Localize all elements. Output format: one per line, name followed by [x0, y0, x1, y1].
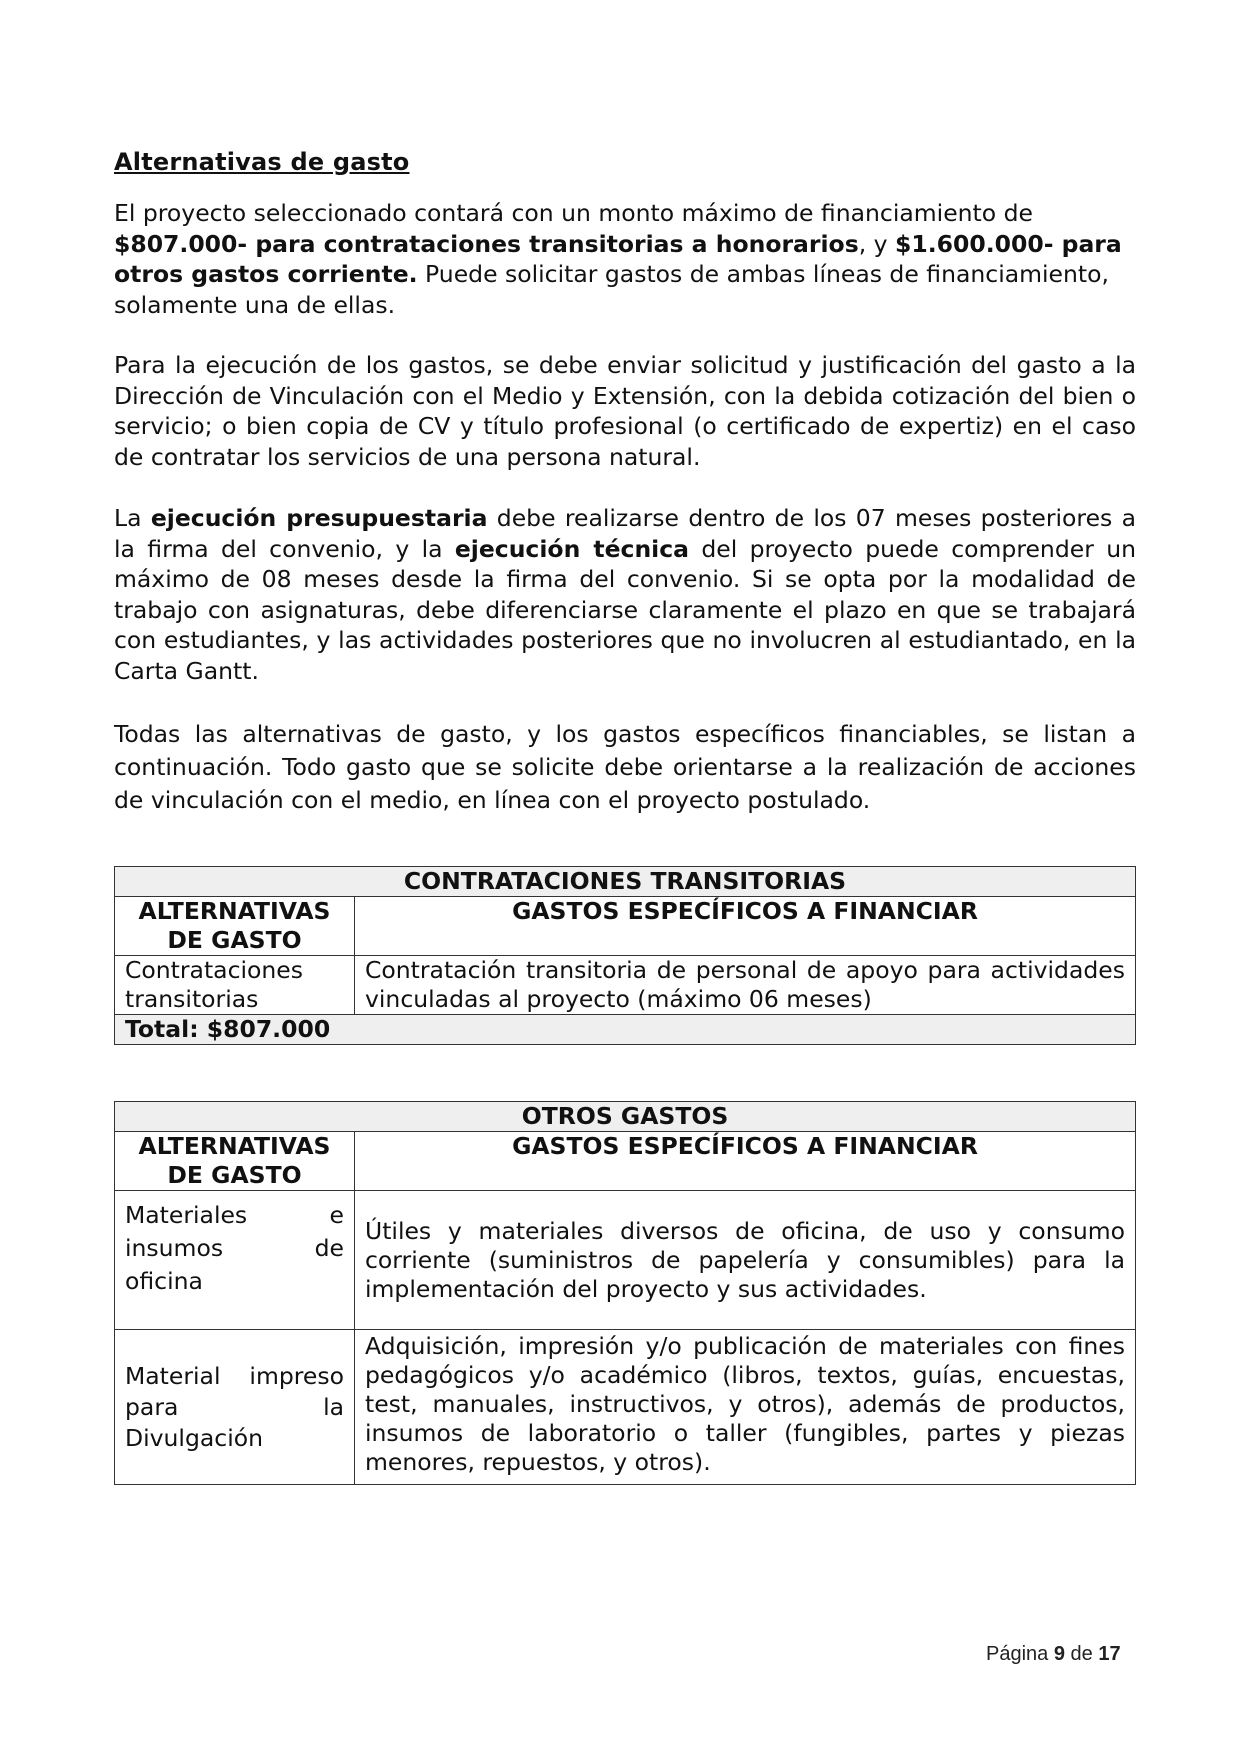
text: El proyecto seleccionado contará con un monto máximo de financiamiento de — [114, 199, 1033, 227]
column-header-alternativas: ALTERNATIVAS DE GASTO — [115, 1132, 355, 1191]
table-contrataciones — [114, 866, 1136, 1045]
text: del proyecto puede comprender un máximo de 08 meses desde la firma del convenio. Si se opta por la modalidad de trabajo con asignaturas, debe diferenciarse claramente el plazo en que se trabajará con estudiantes, y las actividades posteriores que no involucren al estudiantado, en la Carta Gantt. — [114, 534, 1136, 685]
cell-alternativa: Contrataciones transitorias — [115, 956, 355, 1015]
table-row — [115, 956, 1136, 1015]
footer-text: Página — [986, 1643, 1054, 1665]
table-title: CONTRATACIONES TRANSITORIAS — [115, 867, 1136, 897]
footer-text: de — [1064, 1643, 1099, 1665]
paragraph-listing-intro: Todas las alternativas de gasto, y los gastos específicos financiables, se listan a continuación. Todo gasto que se solicite debe orientarse a la realización de acciones de vinculación con el medio, en línea con el proyecto postulado. — [114, 720, 1136, 814]
column-header-gastos: GASTOS ESPECÍFICOS A FINANCIAR — [355, 1132, 1136, 1191]
table-otros-gastos — [114, 1101, 1136, 1485]
bold-text: $807.000- para contrataciones transitorias a honorarios — [114, 229, 859, 258]
text: debe realizarse dentro de los 07 meses posteriores a la firma del convenio, y la — [114, 504, 1136, 563]
paragraph-execution-procedure: Para la ejecución de los gastos, se debe enviar solicitud y justificación del gasto a la Dirección de Vinculación con el Medio y Extensión, con la debida cotización del bien o servicio; o bien copia de CV y título profesional (o certificado de expertiz) en el caso de contratar los servicios de una persona natural. — [114, 351, 1136, 471]
bold-text: ejecución presupuestaria — [150, 504, 488, 532]
table-row — [115, 1330, 1136, 1485]
section-heading: Alternativas de gasto — [114, 148, 410, 176]
cell-alternativa: Material impreso para la Divulgación — [115, 1330, 355, 1485]
cell-gasto: Adquisición, impresión y/o publicación de materiales con fines pedagógicos y/o académico (libros, textos, guías, encuestas, test, manuales, instructivos, y otros), además de productos, insumos de laboratorio o taller (fungibles, partes y piezas menores, repuestos, y otros). — [355, 1330, 1136, 1485]
table-row — [115, 1191, 1136, 1330]
total-pages: 17 — [1098, 1643, 1121, 1665]
cell-gasto: Útiles y materiales diversos de oficina, de uso y consumo corriente (suministros de papelería y consumibles) para la implementación del proyecto y sus actividades. — [355, 1191, 1136, 1330]
column-header-alternativas: ALTERNATIVAS DE GASTO — [115, 897, 355, 956]
text: Puede solicitar gastos de ambas líneas de financiamiento, solamente una de ellas. — [114, 260, 1109, 319]
current-page: 9 — [1053, 1643, 1065, 1665]
paragraph-financing — [114, 198, 1136, 320]
text: La — [114, 504, 151, 532]
column-header-gastos: GASTOS ESPECÍFICOS A FINANCIAR — [355, 897, 1136, 956]
bold-text: ejecución técnica — [454, 534, 690, 563]
paragraph-execution-timing — [114, 503, 1136, 686]
cell-alternativa: Materiales e insumos de oficina — [115, 1191, 355, 1330]
table-total: Total: $807.000 — [115, 1015, 1136, 1045]
cell-gasto: Contratación transitoria de personal de apoyo para actividades vinculadas al proyecto (máximo 06 meses) — [355, 956, 1136, 1015]
bold-text: $1.600.000- para otros gastos corriente. — [114, 229, 1122, 288]
table-title: OTROS GASTOS — [115, 1102, 1136, 1132]
page-number-footer — [986, 1643, 1121, 1666]
text: , y — [858, 229, 896, 258]
